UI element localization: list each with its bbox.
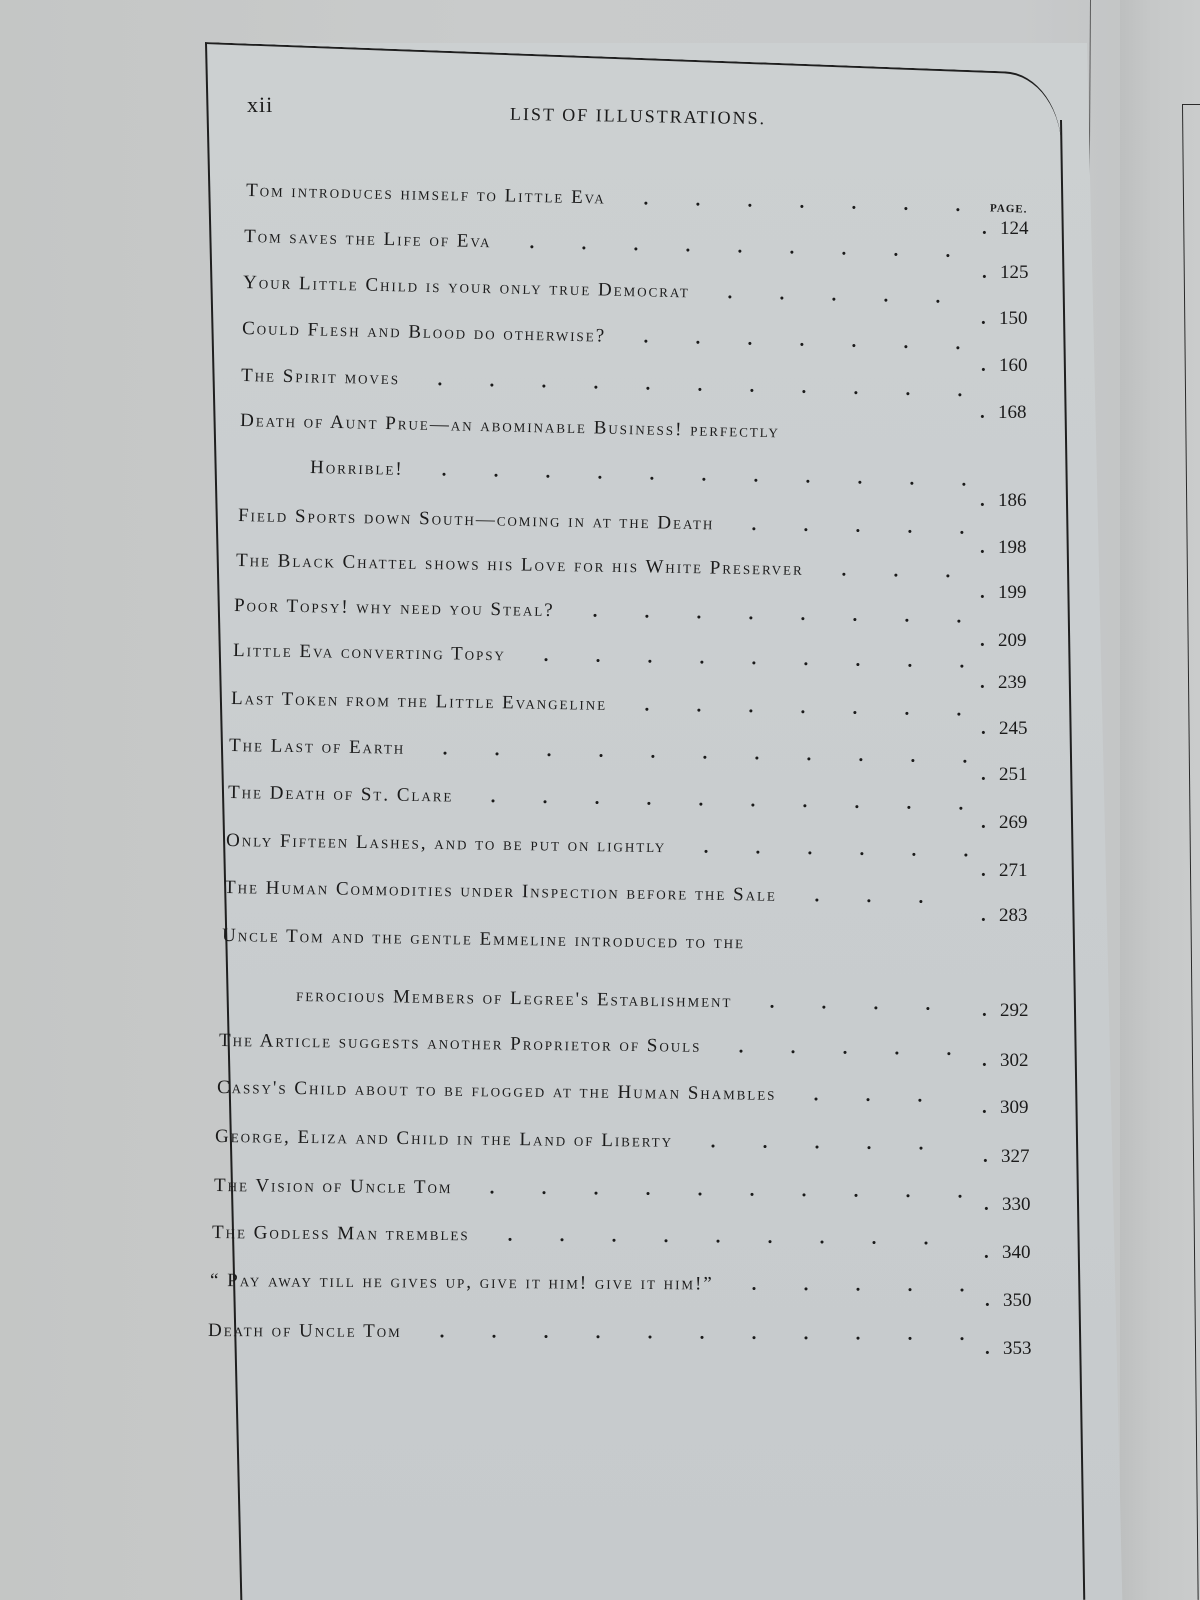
illustration-entry xyxy=(218,1030,952,1066)
illustration-title: Last Token from the Little Evangeline xyxy=(230,688,608,715)
page-column-label: PAGE. xyxy=(989,202,1028,216)
illustration-page-number xyxy=(982,218,1029,240)
page-number-value: 245 xyxy=(999,718,1028,739)
page-folio: xii xyxy=(247,92,274,117)
page-number-value: 150 xyxy=(999,308,1028,329)
illustration-entry xyxy=(222,925,745,962)
illustration-entry xyxy=(228,735,968,768)
illustration-page-number xyxy=(981,764,1028,786)
illustration-page-number xyxy=(980,537,1027,559)
page-number-value: 271 xyxy=(999,860,1028,881)
leader-dot: . xyxy=(981,905,986,926)
illustration-title: Poor Topsy! why need you Steal? xyxy=(233,595,555,622)
leader-dot: . xyxy=(981,308,986,329)
illustration-entry xyxy=(242,272,941,311)
dot-leader: . . . xyxy=(841,559,951,583)
dot-leader: . . . . . xyxy=(751,513,965,539)
illustration-entry xyxy=(243,226,951,262)
dot-leader: . . . . . xyxy=(710,1131,924,1155)
page-number-value: 124 xyxy=(1000,218,1029,239)
leader-dot: . xyxy=(982,1097,987,1118)
page-number-value: 251 xyxy=(999,764,1028,785)
illustration-title: The Death of St. Clare xyxy=(227,782,454,807)
illustration-page-number xyxy=(982,262,1029,284)
illustration-page-number xyxy=(981,308,1028,330)
illustration-entry xyxy=(207,1320,965,1351)
illustration-page-number xyxy=(982,1050,1029,1072)
illustration-title: Death of Aunt Prue—an abominable Business! perfectly xyxy=(239,410,781,443)
leader-dot: . xyxy=(981,812,986,833)
page-number-value: 239 xyxy=(998,672,1027,693)
illustration-page-number xyxy=(980,630,1027,652)
illustration-page-number xyxy=(981,718,1028,740)
illustration-entry xyxy=(233,595,962,630)
dot-leader: . . . . . . . xyxy=(643,188,961,216)
leader-dot: . xyxy=(984,1242,989,1263)
illustration-entry xyxy=(209,1270,965,1304)
page-number-value: 353 xyxy=(1003,1338,1032,1359)
dot-leader: . . . . . . . . . . . xyxy=(441,459,967,491)
dot-leader: . . . . . . xyxy=(703,836,969,862)
leader-dot: . xyxy=(980,630,985,651)
illustration-entry xyxy=(214,1126,924,1161)
illustration-page-number xyxy=(980,402,1027,424)
illustration-page-number xyxy=(983,1146,1030,1168)
leader-dot: . xyxy=(982,218,987,239)
illustration-entry xyxy=(213,1175,963,1207)
dot-leader: . . . . . xyxy=(751,1273,965,1297)
illustration-title: The Black Chattel shows his Love for his White Preserver xyxy=(235,550,804,580)
illustration-page-number xyxy=(985,1290,1032,1312)
dot-leader: . . . . . . . . . xyxy=(529,231,951,262)
illustration-entry-continuation xyxy=(309,457,967,491)
page-number-value: 160 xyxy=(999,355,1028,376)
dot-leader: . . . . . . . . . . . xyxy=(439,1321,965,1345)
illustration-title: Could Flesh and Blood do otherwise? xyxy=(241,318,607,347)
illustration-entry xyxy=(240,410,780,451)
illustration-title: The Article suggests another Proprietor of Souls xyxy=(218,1030,702,1057)
leader-dot: . xyxy=(980,490,985,511)
leader-dot: . xyxy=(980,537,985,558)
illustration-title: The Godless Man trembles xyxy=(211,1222,470,1246)
illustration-title: Cassy's Child about to be flogged at the Human Shambles xyxy=(216,1077,777,1105)
illustration-title: Field Sports down South—coming in at the Death xyxy=(237,505,715,535)
illustration-title: Only Fifteen Lashes, and to be put on lightly xyxy=(225,830,667,858)
page-number-value: 209 xyxy=(998,630,1027,651)
illustration-title: Your Little Child is your only true Democrat xyxy=(242,272,691,303)
dot-leader: . . . . . . . xyxy=(643,326,961,355)
page-number-value: 350 xyxy=(1003,1290,1032,1311)
dot-leader: . . . . . . . xyxy=(644,694,962,721)
illustration-page-number xyxy=(982,1097,1029,1119)
illustration-title: The Last of Earth xyxy=(228,735,406,759)
leader-dot: . xyxy=(985,1290,990,1311)
page-number-value: 269 xyxy=(999,812,1028,833)
illustration-page-number xyxy=(981,905,1028,927)
page-number-value: 168 xyxy=(998,402,1027,423)
dot-leader: . . . . . . . . . . xyxy=(490,786,964,815)
dot-leader: . . . . . . . . . . . xyxy=(442,738,968,768)
leader-dot: . xyxy=(982,262,987,283)
leader-dot: . xyxy=(981,718,986,739)
illustration-title: Little Eva converting Topsy xyxy=(232,640,507,666)
illustration-page-number xyxy=(981,355,1028,377)
illustration-page-number xyxy=(984,1194,1031,1216)
illustration-page-number xyxy=(982,1000,1029,1022)
illustration-entry-continuation xyxy=(295,985,931,1021)
page-number-value: 283 xyxy=(999,905,1028,926)
illustration-page-number xyxy=(984,1242,1031,1264)
page-number-value: 198 xyxy=(998,537,1027,558)
leader-dot: . xyxy=(984,1194,989,1215)
illustration-entry xyxy=(225,830,969,866)
leader-dot: . xyxy=(981,764,986,785)
page-number-value: 327 xyxy=(1001,1146,1030,1167)
illustration-entry xyxy=(232,640,965,674)
page-number-value: 125 xyxy=(1000,262,1029,283)
illustration-title: The Spirit moves xyxy=(240,365,401,390)
page-number-value: 330 xyxy=(1002,1194,1031,1215)
page-number-value: 186 xyxy=(998,490,1027,511)
leader-dot: . xyxy=(981,355,986,376)
leader-dot: . xyxy=(983,1146,988,1167)
illustration-entry xyxy=(235,550,951,589)
illustration-page-number xyxy=(985,1338,1032,1360)
illustration-entry xyxy=(230,688,962,724)
leader-dot: . xyxy=(981,860,986,881)
dot-leader: . . . . . xyxy=(738,1036,952,1060)
dot-leader: . . . xyxy=(813,1084,923,1107)
illustration-page-number xyxy=(981,812,1028,834)
illustration-entry xyxy=(241,318,961,356)
running-head: LIST OF ILLUSTRATIONS. xyxy=(509,103,767,129)
dot-leader: . . . . . . . . . xyxy=(543,644,965,673)
dot-leader: . . . . . . . . . . xyxy=(489,1177,963,1203)
illustration-page-number xyxy=(980,672,1027,694)
illustration-entry xyxy=(227,782,964,816)
illustration-entry xyxy=(216,1077,923,1114)
leader-dot: . xyxy=(980,582,985,603)
dot-leader: . . . . xyxy=(769,991,931,1015)
illustration-page-number xyxy=(980,490,1027,512)
dot-leader: . . . . . . . . xyxy=(592,600,962,628)
illustration-title-continuation: ferocious Members of Legree's Establishment xyxy=(295,985,733,1013)
illustration-entry xyxy=(245,180,961,218)
page-number-value: 302 xyxy=(1000,1050,1029,1071)
leader-dot: . xyxy=(980,672,985,693)
illustration-entry xyxy=(237,505,965,543)
leader-dot: . xyxy=(980,402,985,423)
page-number-value: 292 xyxy=(1000,1000,1029,1021)
illustration-entry xyxy=(211,1222,929,1254)
leader-dot: . xyxy=(982,1050,987,1071)
dot-leader: . . . . . xyxy=(727,282,941,308)
illustration-title: Uncle Tom and the gentle Emmeline introduced to the xyxy=(221,925,746,954)
illustration-title: The Vision of Uncle Tom xyxy=(213,1175,453,1199)
illustration-entry xyxy=(223,877,924,915)
page-number-value: 199 xyxy=(998,582,1027,603)
illustration-title: “ Pay away till he gives up, give it him! give it him!” xyxy=(209,1270,714,1295)
illustration-page-number xyxy=(980,582,1027,604)
illustration-title: Death of Uncle Tom xyxy=(207,1320,402,1343)
illustration-title: Tom saves the Life of Eva xyxy=(243,226,492,253)
page-number-value: 309 xyxy=(1000,1097,1029,1118)
dot-leader: . . . . . . . . . xyxy=(507,1224,929,1250)
illustration-title: Tom introduces himself to Little Eva xyxy=(245,180,607,209)
page-number-value: 340 xyxy=(1002,1242,1031,1263)
dot-leader: . . . xyxy=(814,885,924,908)
leader-dot: . xyxy=(985,1338,990,1359)
illustration-entry xyxy=(240,365,963,402)
illustration-title: George, Eliza and Child in the Land of Liberty xyxy=(214,1126,674,1152)
leader-dot: . xyxy=(982,1000,987,1021)
illustration-title: The Human Commodities under Inspection before the Sale xyxy=(223,877,778,906)
illustration-page-number xyxy=(981,860,1028,882)
illustration-title-continuation: Horrible! xyxy=(309,457,404,480)
dot-leader: . . . . . . . . . . . xyxy=(437,369,963,402)
